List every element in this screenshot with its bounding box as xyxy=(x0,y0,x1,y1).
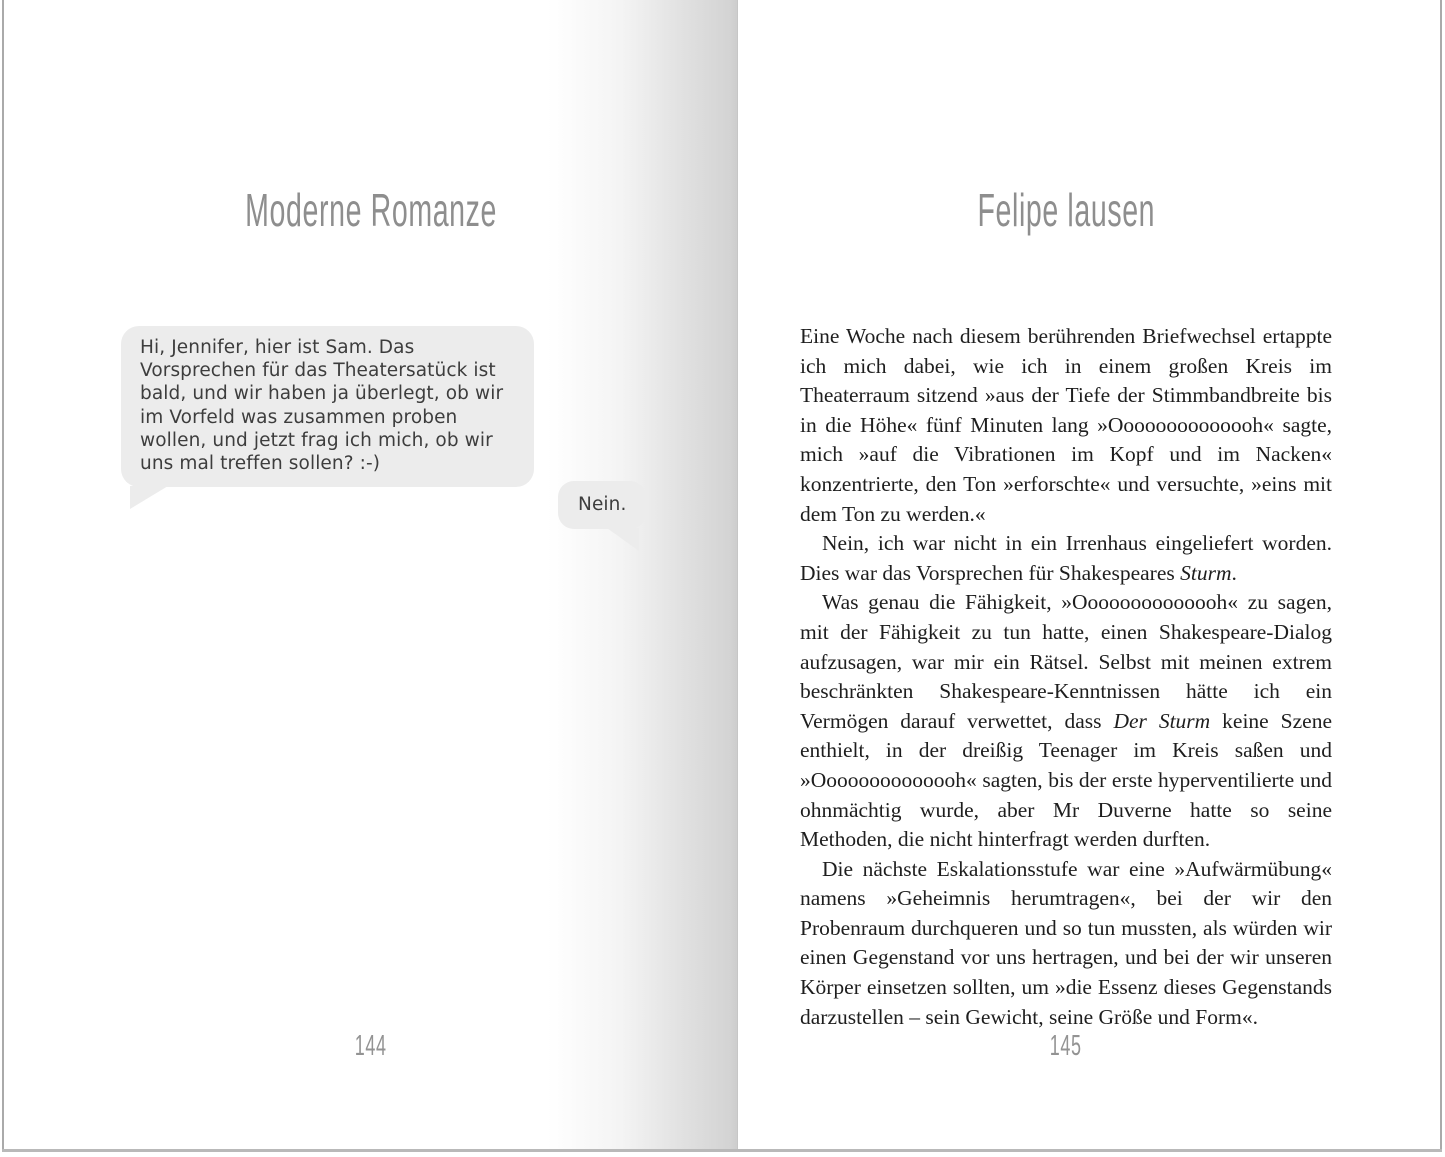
frame-left-border xyxy=(2,0,4,1151)
message-bubble-sam xyxy=(121,326,534,487)
left-page xyxy=(4,0,738,1149)
message-bubble-reply-text: Nein. xyxy=(578,494,627,515)
message-bubble-sam-text: Hi, Jennifer, hier ist Sam. Das Vorsprechen für das Theatersatück ist bald, und wir haben ja überlegt, ob wir im Vorfeld was zusammen proben wollen, und jetzt frag ich mich, ob wir uns mal treffen sollen? :-) xyxy=(140,337,504,475)
right-page-content xyxy=(800,0,1332,1149)
left-page-number xyxy=(4,1030,738,1063)
left-chapter-title-text: Moderne Romanze xyxy=(245,184,497,236)
frame-right-border xyxy=(1440,0,1442,1151)
body-text xyxy=(800,322,1332,1032)
body-paragraph: Nein, ich war nicht in ein Irrenhaus eingeliefert worden. Dies war das Vorsprechen für Shakespeares Sturm. xyxy=(800,531,1332,585)
left-chapter-title xyxy=(4,183,738,237)
bubble-tail-right xyxy=(607,528,639,551)
left-page-number-text: 144 xyxy=(355,1030,387,1062)
right-page-number-text: 145 xyxy=(1050,1030,1082,1062)
body-paragraph: Was genau die Fähigkeit, »Oooooooooooooh« zu sagen, mit der Fähigkeit zu tun hatte, einen Shakespeare-Dialog aufzusagen, war mir ein Rätsel. Selbst mit meinen extrem beschränkten Shakespeare-Kenntnissen hätte ich ein Vermögen darauf verwettet, dass Der Sturm keine Szene enthielt, in der dreißig Teenager im Kreis saßen und »Oooooooooooooh« sagten, bis der erste hyperventilierte und ohnmächtig wurde, aber Mr Duverne hatte so seine Methoden, die nicht hinterfragt werden durften. xyxy=(800,590,1332,852)
right-chapter-title xyxy=(800,183,1332,237)
right-page xyxy=(738,0,1440,1149)
right-chapter-title-text: Felipe lausen xyxy=(977,184,1155,236)
frame-bottom-border xyxy=(2,1149,1442,1152)
right-page-number xyxy=(800,1030,1332,1063)
body-paragraph: Eine Woche nach diesem berührenden Briefwechsel ertappte ich mich dabei, wie ich in einem großen Kreis im Theaterraum sitzend »aus der Tiefe der Stimmbandbreite bis in die Höhe« fünf Minuten lang »Oooooooooooooh« sagte, mich »auf die Vibrationen im Kopf und im Nacken« konzentrierte, den Ton »erforschte« und versuchte, »eins mit dem Ton zu werden.« xyxy=(800,324,1332,526)
message-bubble-reply xyxy=(558,481,646,529)
bubble-tail-left xyxy=(130,486,168,509)
body-paragraph: Die nächste Eskalationsstufe war eine »Aufwärmübung« namens »Geheimnis herumtragen«, bei der wir den Probenraum durchqueren und so tun mussten, als würden wir einen Gegenstand vor uns hertragen, und bei der wir unseren Körper einsetzen sollten, um »die Essenz dieses Gegenstands darzustellen – sein Gewicht, seine Größe und Form«. xyxy=(800,856,1332,1029)
